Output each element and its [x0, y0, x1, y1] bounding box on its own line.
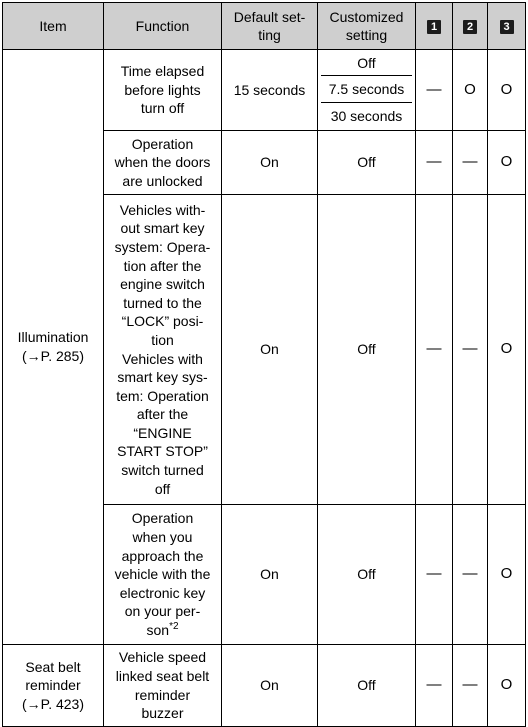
col-3-mark: O: [488, 50, 526, 131]
item-illumination: Illumination (→P. 285): [17, 329, 89, 364]
default-cell: On: [222, 131, 318, 195]
header-customized-setting: [318, 3, 416, 50]
default-cell: On: [222, 505, 318, 645]
customization-table: [2, 2, 526, 727]
function-text: Operation when you approach the vehicle with the electronic key on your per- son: [114, 510, 211, 638]
header-col-1: [416, 3, 453, 50]
header-function: Function: [104, 3, 222, 50]
function-cell: [104, 195, 222, 505]
header-row: [3, 3, 526, 50]
customized-cell: Off: [318, 195, 416, 505]
function-text: Time elapsed before lights turn off: [120, 63, 205, 117]
function-cell: [104, 131, 222, 195]
function-text: Vehicle speed linked seat belt reminder buzzer: [115, 649, 210, 722]
table-row: [3, 50, 526, 131]
customized-option: 30 seconds: [330, 108, 403, 124]
customized-cell: Off: [318, 505, 416, 645]
col-2-mark: —: [453, 131, 488, 195]
table-row: [3, 645, 526, 727]
default-cell: On: [222, 195, 318, 505]
header-col-3: [488, 3, 526, 50]
function-text: Vehicles with- out smart key system: Opera- tion after the engine switch turned to the “LOCK” posi- tion Vehicles with smart key sys- tem: Operation after the “ENGINE START STOP” switch turned off: [114, 201, 211, 497]
col-3-mark: O: [488, 195, 526, 505]
header-customized-label: Customized setting: [329, 9, 404, 43]
col-1-mark: —: [416, 195, 453, 505]
badge-2: 2: [463, 20, 477, 34]
customized-cell: Off: [318, 131, 416, 195]
col-1-mark: —: [416, 131, 453, 195]
col-3-mark: O: [488, 505, 526, 645]
customized-option: 7.5 seconds: [321, 76, 412, 103]
default-cell: On: [222, 645, 318, 727]
header-col-2: [453, 3, 488, 50]
col-1-mark: —: [416, 645, 453, 727]
header-item: Item: [3, 3, 104, 50]
item-cell: [3, 50, 104, 645]
col-3-mark: O: [488, 645, 526, 727]
col-2-mark: —: [453, 645, 488, 727]
footnote-marker: *2: [169, 620, 179, 632]
col-1-mark: —: [416, 50, 453, 131]
function-cell: [104, 645, 222, 727]
customized-cell: [318, 50, 416, 131]
header-default-label: Default set- ting: [233, 9, 306, 43]
badge-3: 3: [500, 20, 514, 34]
col-2-mark: —: [453, 195, 488, 505]
item-seat-belt-reminder: Seat belt reminder (→P. 423): [22, 658, 84, 712]
customized-cell: Off: [318, 645, 416, 727]
col-1-mark: —: [416, 505, 453, 645]
header-default-setting: [222, 3, 318, 50]
col-2-mark: O: [453, 50, 488, 131]
default-cell: 15 seconds: [222, 50, 318, 131]
col-2-mark: —: [453, 505, 488, 645]
col-3-mark: O: [488, 131, 526, 195]
badge-1: 1: [427, 20, 441, 34]
function-cell: [104, 50, 222, 131]
item-cell: [3, 645, 104, 727]
function-cell: [104, 505, 222, 645]
customized-option: Off: [321, 50, 412, 76]
function-text: Operation when the doors are unlocked: [114, 135, 211, 189]
